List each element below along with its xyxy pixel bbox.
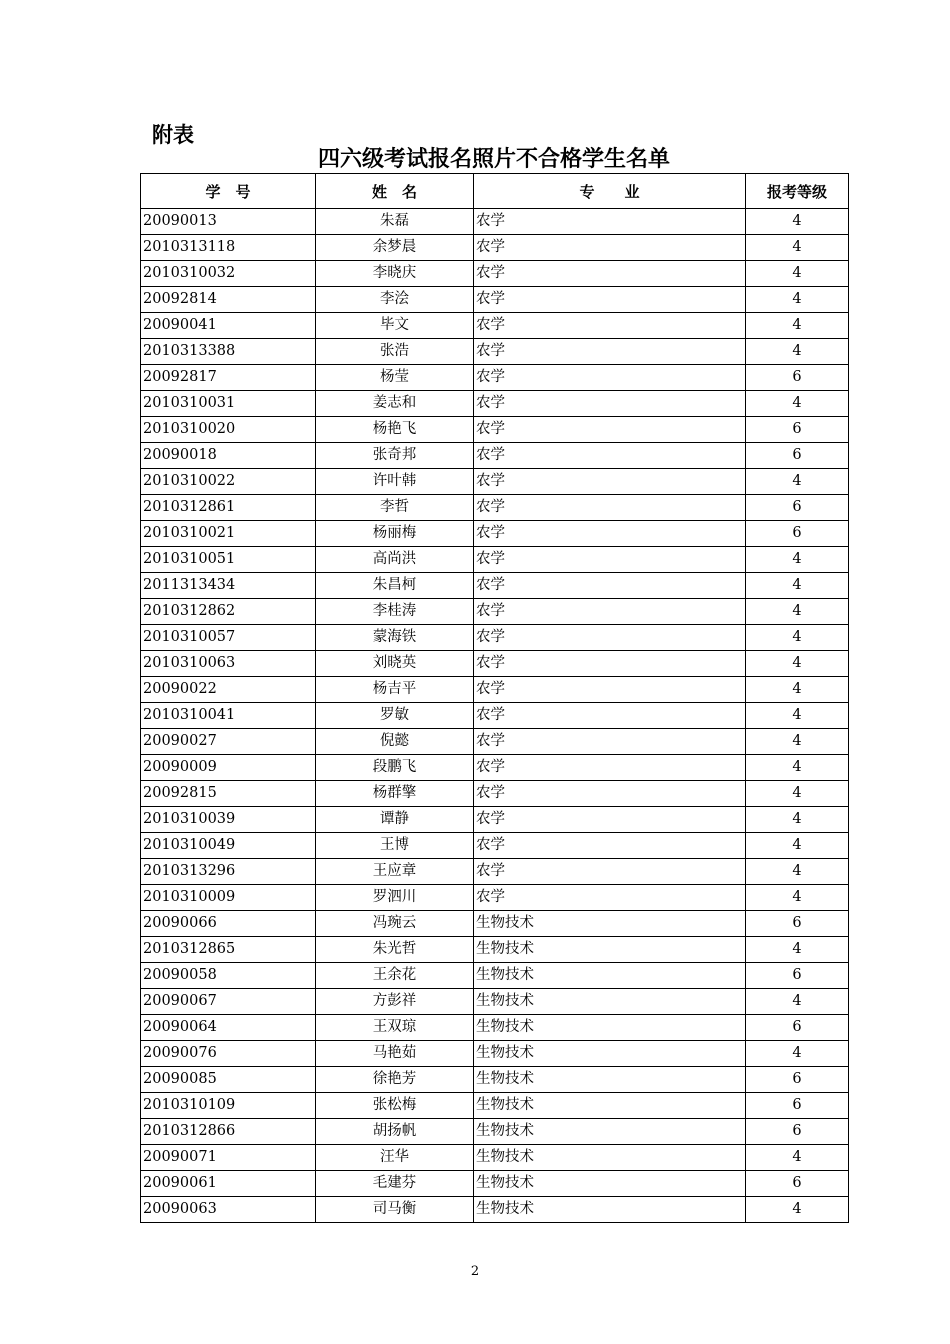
cell-name: 李哲 [316, 495, 474, 521]
cell-exam-level: 6 [746, 1067, 849, 1093]
cell-name: 谭静 [316, 807, 474, 833]
cell-name: 罗泗川 [316, 885, 474, 911]
table-row [141, 729, 849, 755]
table-row [141, 495, 849, 521]
cell-name: 王应章 [316, 859, 474, 885]
cell-exam-level: 4 [746, 209, 849, 235]
cell-name: 李浍 [316, 287, 474, 313]
table-row [141, 1197, 849, 1223]
cell-exam-level: 4 [746, 807, 849, 833]
table-row [141, 313, 849, 339]
table-row [141, 1067, 849, 1093]
table-row [141, 885, 849, 911]
cell-exam-level: 4 [746, 313, 849, 339]
table-row [141, 365, 849, 391]
cell-major: 农学 [474, 261, 746, 287]
table-row [141, 573, 849, 599]
table-row [141, 599, 849, 625]
cell-name: 李晓庆 [316, 261, 474, 287]
cell-student-id: 20090061 [141, 1171, 316, 1197]
cell-student-id: 20090063 [141, 1197, 316, 1223]
cell-major: 生物技术 [474, 1119, 746, 1145]
cell-name: 胡扬帆 [316, 1119, 474, 1145]
cell-exam-level: 4 [746, 703, 849, 729]
cell-name: 冯琬云 [316, 911, 474, 937]
cell-exam-level: 4 [746, 885, 849, 911]
cell-student-id: 2010312866 [141, 1119, 316, 1145]
cell-student-id: 2010313118 [141, 235, 316, 261]
table-body [141, 209, 849, 1223]
cell-name: 朱磊 [316, 209, 474, 235]
table-row [141, 339, 849, 365]
table-row [141, 1015, 849, 1041]
student-list-table [140, 173, 849, 1223]
cell-exam-level: 4 [746, 729, 849, 755]
table-row [141, 937, 849, 963]
cell-student-id: 2011313434 [141, 573, 316, 599]
cell-name: 倪懿 [316, 729, 474, 755]
cell-student-id: 2010312861 [141, 495, 316, 521]
cell-exam-level: 4 [746, 547, 849, 573]
cell-name: 杨艳飞 [316, 417, 474, 443]
cell-name: 司马衡 [316, 1197, 474, 1223]
cell-student-id: 2010310041 [141, 703, 316, 729]
cell-student-id: 20092817 [141, 365, 316, 391]
cell-exam-level: 6 [746, 521, 849, 547]
cell-name: 毛建芬 [316, 1171, 474, 1197]
cell-major: 农学 [474, 781, 746, 807]
cell-major: 农学 [474, 391, 746, 417]
cell-major: 农学 [474, 547, 746, 573]
cell-student-id: 2010312865 [141, 937, 316, 963]
table-row [141, 677, 849, 703]
cell-major: 农学 [474, 703, 746, 729]
table-row [141, 703, 849, 729]
cell-exam-level: 6 [746, 1171, 849, 1197]
cell-major: 农学 [474, 469, 746, 495]
table-row [141, 235, 849, 261]
document-title: 四六级考试报名照片不合格学生名单 [317, 147, 670, 172]
table-row [141, 547, 849, 573]
cell-major: 农学 [474, 365, 746, 391]
cell-student-id: 20090066 [141, 911, 316, 937]
table-row [141, 417, 849, 443]
cell-name: 张松梅 [316, 1093, 474, 1119]
cell-student-id: 2010310049 [141, 833, 316, 859]
cell-student-id: 20090022 [141, 677, 316, 703]
cell-name: 蒙海铁 [316, 625, 474, 651]
appendix-label: 附表 [152, 123, 194, 147]
cell-major: 农学 [474, 235, 746, 261]
table-row [141, 261, 849, 287]
cell-major: 生物技术 [474, 963, 746, 989]
header-major: 专 业 [474, 174, 746, 209]
cell-name: 王双琼 [316, 1015, 474, 1041]
cell-exam-level: 4 [746, 391, 849, 417]
cell-major: 生物技术 [474, 1093, 746, 1119]
cell-student-id: 20090085 [141, 1067, 316, 1093]
cell-major: 农学 [474, 859, 746, 885]
cell-name: 张奇邦 [316, 443, 474, 469]
table-row [141, 781, 849, 807]
cell-exam-level: 6 [746, 911, 849, 937]
cell-student-id: 2010310057 [141, 625, 316, 651]
cell-exam-level: 4 [746, 859, 849, 885]
cell-exam-level: 4 [746, 469, 849, 495]
cell-student-id: 2010313388 [141, 339, 316, 365]
cell-major: 农学 [474, 495, 746, 521]
cell-student-id: 2010310021 [141, 521, 316, 547]
cell-name: 方彭祥 [316, 989, 474, 1015]
cell-major: 农学 [474, 833, 746, 859]
table-row [141, 1119, 849, 1145]
cell-student-id: 2010310051 [141, 547, 316, 573]
table-row [141, 963, 849, 989]
header-name: 姓 名 [316, 174, 474, 209]
cell-name: 杨群擎 [316, 781, 474, 807]
header-student-id: 学 号 [141, 174, 316, 209]
table-row [141, 625, 849, 651]
cell-name: 高尚洪 [316, 547, 474, 573]
cell-major: 生物技术 [474, 937, 746, 963]
cell-student-id: 2010310022 [141, 469, 316, 495]
cell-major: 生物技术 [474, 1041, 746, 1067]
cell-student-id: 20090076 [141, 1041, 316, 1067]
cell-name: 杨吉平 [316, 677, 474, 703]
cell-major: 农学 [474, 755, 746, 781]
cell-major: 农学 [474, 417, 746, 443]
table-header [141, 174, 849, 209]
cell-name: 张浩 [316, 339, 474, 365]
cell-name: 王余花 [316, 963, 474, 989]
cell-major: 生物技术 [474, 1171, 746, 1197]
cell-major: 生物技术 [474, 1015, 746, 1041]
cell-major: 生物技术 [474, 911, 746, 937]
cell-name: 李桂涛 [316, 599, 474, 625]
cell-name: 刘晓英 [316, 651, 474, 677]
cell-exam-level: 6 [746, 417, 849, 443]
cell-exam-level: 4 [746, 599, 849, 625]
cell-name: 许叶韩 [316, 469, 474, 495]
cell-exam-level: 4 [746, 1041, 849, 1067]
cell-student-id: 2010310031 [141, 391, 316, 417]
cell-exam-level: 6 [746, 365, 849, 391]
cell-exam-level: 4 [746, 625, 849, 651]
cell-student-id: 20090027 [141, 729, 316, 755]
cell-exam-level: 6 [746, 1093, 849, 1119]
cell-major: 农学 [474, 677, 746, 703]
cell-name: 朱光哲 [316, 937, 474, 963]
cell-exam-level: 4 [746, 833, 849, 859]
cell-exam-level: 4 [746, 1197, 849, 1223]
cell-exam-level: 4 [746, 651, 849, 677]
cell-major: 农学 [474, 209, 746, 235]
cell-exam-level: 6 [746, 443, 849, 469]
cell-student-id: 20090009 [141, 755, 316, 781]
cell-major: 农学 [474, 313, 746, 339]
cell-name: 段鹏飞 [316, 755, 474, 781]
cell-student-id: 2010310039 [141, 807, 316, 833]
table-row [141, 521, 849, 547]
cell-exam-level: 6 [746, 495, 849, 521]
cell-major: 农学 [474, 287, 746, 313]
table-row [141, 651, 849, 677]
table-row [141, 989, 849, 1015]
cell-name: 马艳茹 [316, 1041, 474, 1067]
table-row [141, 391, 849, 417]
cell-major: 农学 [474, 885, 746, 911]
table-row [141, 1041, 849, 1067]
page-number: 2 [470, 1264, 480, 1279]
cell-major: 农学 [474, 573, 746, 599]
cell-major: 农学 [474, 729, 746, 755]
cell-student-id: 2010313296 [141, 859, 316, 885]
cell-name: 朱昌柯 [316, 573, 474, 599]
cell-exam-level: 4 [746, 287, 849, 313]
cell-name: 罗敏 [316, 703, 474, 729]
table-row [141, 755, 849, 781]
cell-major: 生物技术 [474, 1197, 746, 1223]
table-row [141, 833, 849, 859]
cell-exam-level: 4 [746, 781, 849, 807]
table-row [141, 1171, 849, 1197]
cell-major: 生物技术 [474, 989, 746, 1015]
cell-exam-level: 4 [746, 989, 849, 1015]
table-row [141, 911, 849, 937]
cell-major: 农学 [474, 625, 746, 651]
cell-student-id: 20090071 [141, 1145, 316, 1171]
cell-major: 农学 [474, 443, 746, 469]
table-row [141, 287, 849, 313]
header-exam-level: 报考等级 [746, 174, 849, 209]
cell-exam-level: 6 [746, 963, 849, 989]
table-row [141, 469, 849, 495]
cell-exam-level: 4 [746, 755, 849, 781]
cell-student-id: 20090041 [141, 313, 316, 339]
table-row [141, 1145, 849, 1171]
cell-exam-level: 6 [746, 1119, 849, 1145]
cell-exam-level: 4 [746, 677, 849, 703]
cell-student-id: 20092815 [141, 781, 316, 807]
cell-name: 余梦晨 [316, 235, 474, 261]
cell-name: 杨莹 [316, 365, 474, 391]
table-row [141, 443, 849, 469]
cell-student-id: 20090018 [141, 443, 316, 469]
table-row [141, 1093, 849, 1119]
cell-major: 生物技术 [474, 1145, 746, 1171]
cell-exam-level: 4 [746, 1145, 849, 1171]
cell-student-id: 2010310063 [141, 651, 316, 677]
cell-exam-level: 4 [746, 573, 849, 599]
cell-name: 王博 [316, 833, 474, 859]
cell-major: 农学 [474, 339, 746, 365]
cell-exam-level: 4 [746, 937, 849, 963]
table-row [141, 209, 849, 235]
cell-major: 农学 [474, 807, 746, 833]
cell-student-id: 2010310032 [141, 261, 316, 287]
cell-student-id: 20090013 [141, 209, 316, 235]
cell-student-id: 2010310109 [141, 1093, 316, 1119]
cell-major: 农学 [474, 599, 746, 625]
cell-student-id: 2010310020 [141, 417, 316, 443]
header-row [141, 174, 849, 209]
cell-exam-level: 4 [746, 261, 849, 287]
cell-student-id: 20090058 [141, 963, 316, 989]
cell-exam-level: 6 [746, 1015, 849, 1041]
table-row [141, 807, 849, 833]
cell-name: 姜志和 [316, 391, 474, 417]
cell-major: 生物技术 [474, 1067, 746, 1093]
table-row [141, 859, 849, 885]
cell-student-id: 20092814 [141, 287, 316, 313]
cell-student-id: 20090064 [141, 1015, 316, 1041]
cell-student-id: 20090067 [141, 989, 316, 1015]
cell-name: 毕文 [316, 313, 474, 339]
cell-name: 杨丽梅 [316, 521, 474, 547]
cell-exam-level: 4 [746, 235, 849, 261]
cell-exam-level: 4 [746, 339, 849, 365]
cell-name: 徐艳芳 [316, 1067, 474, 1093]
cell-student-id: 2010310009 [141, 885, 316, 911]
cell-major: 农学 [474, 521, 746, 547]
cell-student-id: 2010312862 [141, 599, 316, 625]
cell-major: 农学 [474, 651, 746, 677]
cell-name: 汪华 [316, 1145, 474, 1171]
